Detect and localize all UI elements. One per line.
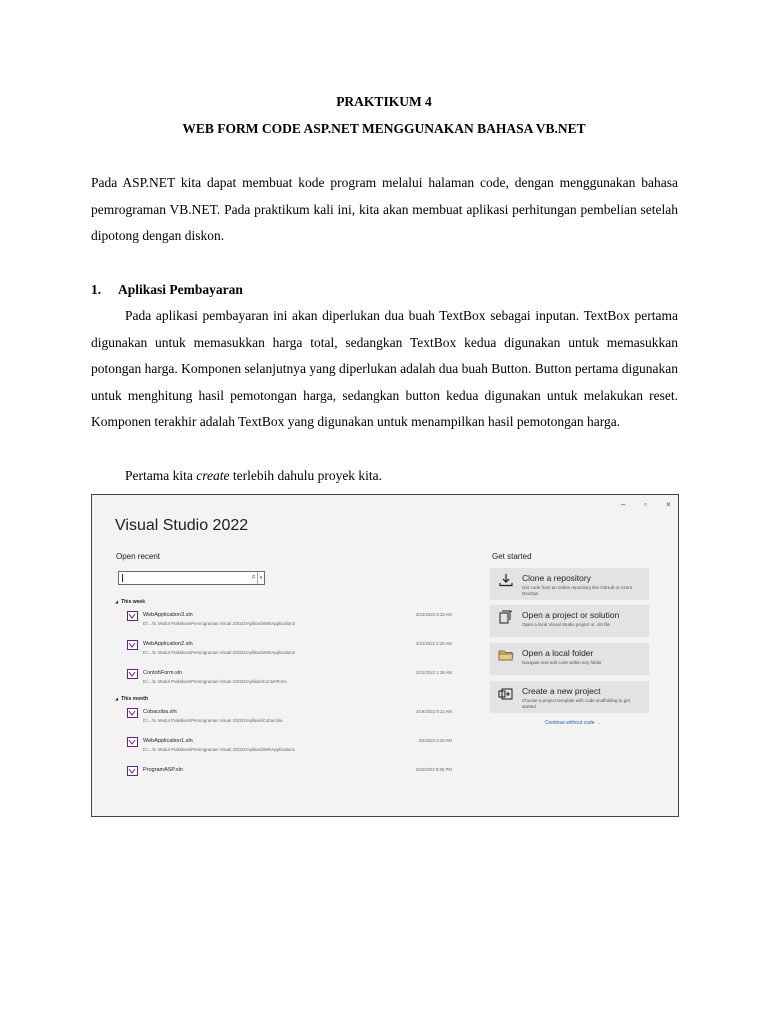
- collapse-icon: ◢: [115, 599, 119, 604]
- recent-item-path: D:\...\5. Modul Praktikum\Pemrograman Visual 2\2022\Aplikasi\ContohForm: [143, 679, 287, 684]
- new-project-icon: [498, 686, 514, 700]
- recent-item[interactable]: [127, 737, 452, 759]
- section-heading: [91, 282, 243, 298]
- recent-item-path: D:\...\5. Modul Praktikum\Pemrograman Visual 2\2022\Aplikasi\WebApplication2: [143, 650, 295, 655]
- recent-item[interactable]: [127, 669, 452, 691]
- continue-without-code-link[interactable]: Continue without code →: [545, 720, 601, 726]
- collapse-icon: ◢: [115, 696, 119, 701]
- section-line: menampilkan hasil pemotongan harga.: [411, 414, 621, 430]
- recent-item[interactable]: [127, 708, 452, 730]
- intro-line: bahasa pemrograman VB.NET. Pada praktikum kali ini, kita akan membuat aplikasi perhitungan: [91, 175, 678, 217]
- section-title: Aplikasi Pembayaran: [118, 282, 243, 297]
- intro-line: Pada ASP.NET kita dapat membuat kode program melalui halaman code, dengan menggunakan: [91, 175, 636, 190]
- app-title: Visual Studio 2022: [115, 517, 249, 534]
- create-text-before: Pertama kita: [125, 468, 197, 483]
- recent-item-date: 3/21/2022 2:30 AM: [415, 641, 452, 646]
- recent-item-date: 3/2/2022 6:20 AM: [418, 738, 452, 743]
- solution-file-icon: [127, 640, 138, 650]
- create-paragraph: [91, 463, 678, 490]
- search-icon: ⌕: [251, 572, 256, 581]
- solution-file-icon: [127, 669, 138, 679]
- recent-item-name: Cobacoba.sln: [143, 709, 177, 715]
- solution-file-icon: [127, 766, 138, 776]
- card-description: Navigate and edit code within any folder: [522, 660, 602, 665]
- recent-item-date: 3/21/2022 1:36 AM: [415, 670, 452, 675]
- card-title: Open a local folder: [522, 648, 594, 658]
- open-project-button[interactable]: [490, 605, 649, 637]
- open-recent-label: Open recent: [116, 552, 161, 561]
- minimize-icon[interactable]: –: [621, 500, 626, 509]
- close-icon[interactable]: ×: [666, 500, 671, 509]
- intro-line: pembelian setelah dipotong dengan diskon.: [91, 201, 679, 244]
- card-description: Get code from an online repository like GitHub or Azure DevOps: [522, 585, 633, 596]
- section-line: memasukkan potongan harga. Komponen selanjutnya yang diperlukan adalah dua buah Button.: [91, 334, 679, 377]
- recent-item-date: 3/19/2022 9:12 AM: [415, 709, 452, 714]
- solution-file-icon: [127, 737, 138, 747]
- card-description: Choose a project template with code scaffolding to get started: [522, 698, 630, 709]
- get-started-label: Get started: [492, 552, 532, 561]
- section-paragraph: [91, 303, 678, 436]
- create-project-button[interactable]: [490, 681, 649, 713]
- card-description: Open a local Visual Studio project or .sln file: [522, 622, 610, 627]
- recent-item-name: WebApplication3.sln: [143, 612, 193, 618]
- folder-icon: [498, 648, 514, 662]
- open-folder-button[interactable]: [490, 643, 649, 675]
- recent-item[interactable]: [127, 766, 452, 788]
- group-label: This week: [121, 599, 145, 605]
- solution-file-icon: [127, 708, 138, 718]
- chevron-down-icon[interactable]: ▾: [257, 572, 264, 584]
- card-title: Create a new project: [522, 686, 601, 696]
- recent-item-path: D:\...\5. Modul Praktikum\Pemrograman Visual 2\2022\Aplikasi\WebApplication3: [143, 621, 295, 626]
- section-line: digunakan untuk melakukan reset. Komponen terakhir adalah TextBox yang digunakan untuk: [91, 387, 678, 430]
- group-this-month[interactable]: [115, 696, 148, 702]
- create-text-after: terlebih dahulu proyek kita.: [229, 468, 383, 483]
- recent-item-date: 2/26/2022 8:05 PM: [415, 767, 452, 772]
- group-this-week[interactable]: [115, 599, 145, 605]
- recent-item-path: D:\...\5. Modul Praktikum\Pemrograman Visual 2\2022\Aplikasi\WebApplication1: [143, 747, 295, 752]
- recent-item-name: WebApplication2.sln: [143, 641, 193, 647]
- search-input[interactable]: [118, 571, 265, 585]
- create-word: create: [196, 468, 230, 483]
- recent-item[interactable]: [127, 640, 452, 662]
- section-number: 1.: [91, 282, 102, 297]
- card-title: Open a project or solution: [522, 610, 620, 620]
- recent-item-name: WebApplication1.sln: [143, 738, 193, 744]
- recent-item-name: ContohForm.sln: [143, 670, 183, 676]
- document-title: PRAKTIKUM 4: [336, 94, 432, 109]
- solution-file-icon: [127, 611, 138, 621]
- clone-repository-button[interactable]: [490, 568, 649, 600]
- section-line: Pada aplikasi pembayaran ini akan diperlukan dua buah TextBox sebagai inputan. TextBox: [125, 308, 630, 323]
- text-caret: [122, 574, 123, 582]
- card-title: Clone a repository: [522, 573, 591, 583]
- document-subtitle: WEB FORM CODE ASP.NET MENGGUNAKAN BAHASA VB.NET: [182, 121, 586, 136]
- maximize-icon[interactable]: ▫: [644, 500, 647, 509]
- recent-item-name: ProgramASP.sln: [143, 767, 183, 773]
- group-label: This month: [121, 696, 149, 702]
- section-line: Button pertama digunakan untuk menghitung hasil pemotongan harga, sedangkan button kedua: [91, 361, 678, 403]
- recent-item-date: 3/23/2022 8:33 AM: [415, 612, 452, 617]
- recent-item[interactable]: [127, 611, 452, 633]
- section-line: pertama digunakan untuk memasukkan harga total, sedangkan TextBox kedua digunakan untuk: [91, 308, 679, 350]
- intro-paragraph: [91, 170, 678, 250]
- vs-start-window-screenshot: [91, 494, 679, 817]
- open-project-icon: [498, 610, 514, 624]
- recent-item-path: D:\...\5. Modul Praktikum\Pemrograman Visual 2\2022\Aplikasi\Cobacoba: [143, 718, 283, 723]
- download-icon: [498, 573, 514, 587]
